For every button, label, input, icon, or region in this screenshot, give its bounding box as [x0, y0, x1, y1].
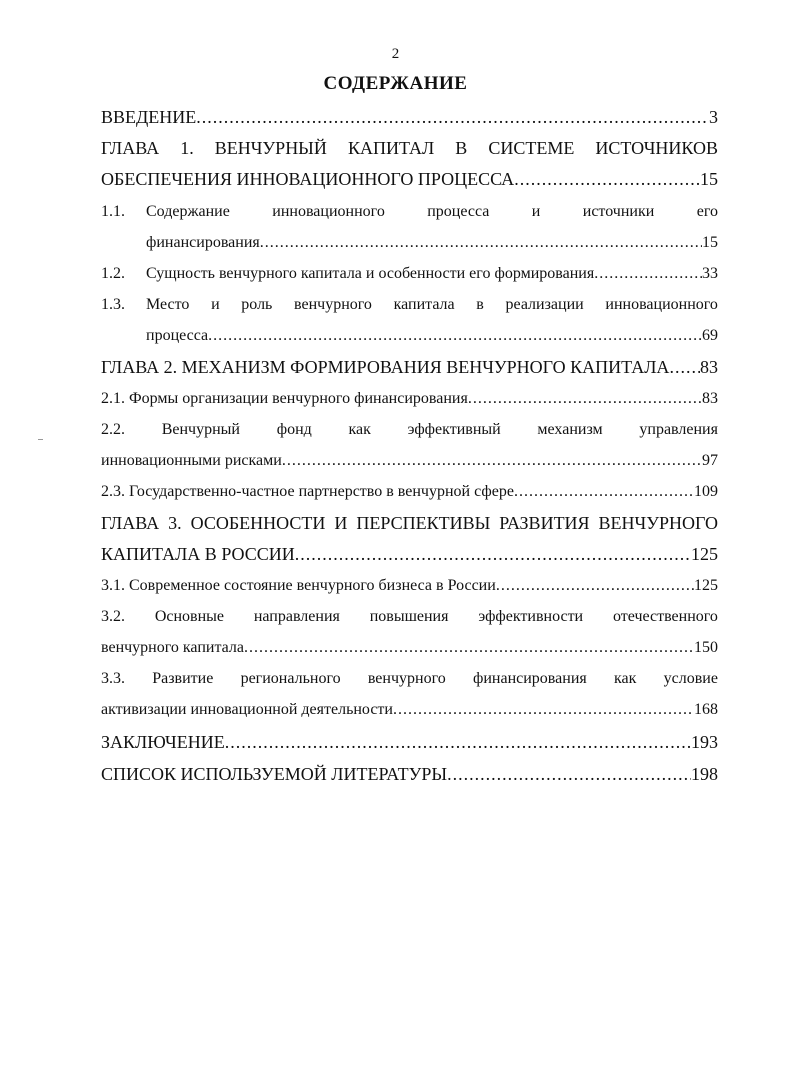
toc-section-1-2: 1.2. Сущность венчурного капитала и особенности его формирования ..... 33	[101, 265, 718, 283]
dot-leader	[514, 483, 694, 501]
toc-chapter1-line1: ГЛАВА 1. ВЕНЧУРНЫЙ КАПИТАЛ В СИСТЕМЕ ИСТОЧНИКОВ	[101, 138, 718, 158]
toc-section-2-2-line1: 2.2. Венчурный фонд как эффективный механизм управления	[101, 421, 718, 438]
toc-section-2-2-line2: инновационными рисками ..... 97	[101, 452, 718, 470]
dot-leader	[244, 639, 694, 657]
dot-leader	[669, 357, 700, 378]
toc-chapter1-line2: ОБЕСПЕЧЕНИЯ ИННОВАЦИОННОГО ПРОЦЕССА ..... 15	[101, 169, 718, 190]
toc-entry-introduction	[101, 107, 718, 128]
dot-leader	[295, 544, 691, 565]
toc-section-3-2-line1: 3.2. Основные направления повышения эффективности отечественного	[101, 608, 718, 625]
toc-chapter3-line2: КАПИТАЛА В РОССИИ ..... 125	[101, 544, 718, 565]
dot-leader	[447, 764, 691, 785]
dot-leader	[282, 452, 702, 470]
toc-entry-bibliography: СПИСОК ИСПОЛЬЗУЕМОЙ ЛИТЕРАТУРЫ ..... 198	[101, 764, 718, 785]
toc-section-3-3-line1: 3.3. Развитие регионального венчурного финансирования как условие	[101, 670, 718, 687]
toc-title: СОДЕРЖАНИЕ	[323, 73, 468, 94]
toc-section-3-1: 3.1. Современное состояние венчурного бизнеса в России ..... 125	[101, 577, 718, 595]
toc-chapter2: ГЛАВА 2. МЕХАНИЗМ ФОРМИРОВАНИЯ ВЕНЧУРНОГО КАПИТАЛА ..... 83	[101, 357, 718, 378]
toc-section-1-1-line1: 1.1. Содержание инновационного процесса и источники его	[101, 203, 718, 220]
dot-leader	[260, 234, 702, 252]
dot-leader	[594, 265, 702, 283]
dot-leader	[514, 169, 700, 190]
toc-section-1-3-line1: 1.3. Место и роль венчурного капитала в реализации инновационного	[101, 296, 718, 313]
toc-section-2-3: 2.3. Государственно-частное партнерство в венчурной сфере ..... 109	[101, 483, 718, 501]
toc-section-3-2-line2: венчурного капитала ..... 150	[101, 639, 718, 657]
toc-section-3-3-line2: активизации инновационной деятельности ..... 168	[101, 701, 718, 719]
toc-entry-label: ВВЕДЕНИЕ	[101, 107, 197, 127]
page-number: 2	[391, 46, 400, 62]
dot-leader	[468, 390, 702, 408]
toc-section-1-3-line2: процесса ..... 69	[146, 327, 718, 345]
scan-mark	[38, 439, 43, 440]
dot-leader	[496, 577, 694, 595]
dot-leader	[225, 732, 691, 753]
toc-section-2-1: 2.1. Формы организации венчурного финансирования ..... 83	[101, 390, 718, 408]
toc-section-1-1-line2: финансирования ..... 15	[146, 234, 718, 252]
dot-leader	[208, 327, 702, 345]
dot-leader	[393, 701, 694, 719]
toc-page-number: 3	[709, 107, 718, 127]
toc-entry-conclusion: ЗАКЛЮЧЕНИЕ ..... 193	[101, 732, 718, 753]
dot-leader	[196, 107, 709, 128]
toc-chapter3-line1: ГЛАВА 3. ОСОБЕННОСТИ И ПЕРСПЕКТИВЫ РАЗВИТИЯ ВЕНЧУРНОГО	[101, 513, 718, 533]
